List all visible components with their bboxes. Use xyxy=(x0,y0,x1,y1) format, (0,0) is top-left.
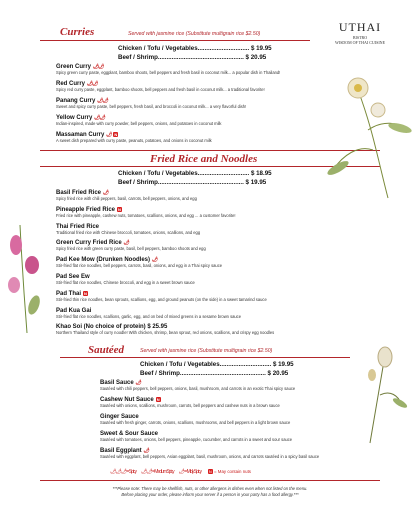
menu-item xyxy=(56,274,346,285)
menu-item-description: Stir-fried flat rice noodles, Chinese broccoli, and egg in a sweet brown sauce xyxy=(56,280,195,285)
chili-icon: 🌶🌶 xyxy=(94,115,105,121)
menu-item xyxy=(56,98,346,109)
legend-nut-text: = May contain nuts xyxy=(214,469,251,474)
menu-item-title: Basil Fried Rice xyxy=(56,190,102,196)
restaurant-logo xyxy=(320,20,400,45)
nut-badge-icon: N xyxy=(84,290,87,296)
menu-item-description: Traditional fried rice with Chinese broccoli, tomatoes, onions, scallions, and egg xyxy=(56,229,201,235)
curries-note: Served with jasmine rice (Substitute multigrain rice $2.50) xyxy=(128,31,261,37)
menu-item xyxy=(100,414,390,425)
menu-item xyxy=(56,291,346,302)
sauteed-rule xyxy=(60,357,350,358)
chili-icon: 🌶 xyxy=(123,240,129,247)
sauteed-price-beef: Beef / Shrimp.................................................. $ 20.95 xyxy=(140,370,289,377)
menu-item-description: Spicy green curry paste, eggplant, bamboo shoots, bell peppers and fresh basil in coconut milk... a popular dish in Thailand! xyxy=(56,70,281,75)
chili-icon: 🌶 xyxy=(106,132,112,138)
menu-item-title: Pad Kua Gai xyxy=(56,307,92,314)
curries-title: Curries xyxy=(60,26,95,38)
menu-item-description: Spicy red curry paste, eggplant, bamboo shoots, bell peppers and fresh basil in coconut milk... a traditional favorite! xyxy=(56,87,265,92)
nut-badge-icon: N xyxy=(118,206,121,212)
nut-badge-icon: N xyxy=(208,469,212,474)
menu-item xyxy=(56,207,346,218)
curries-price-beef: Beef / Shrimp.................................................. $ 20.95 xyxy=(118,54,267,61)
chili-icon: 🌶🌶 xyxy=(92,64,104,70)
legend-rule xyxy=(40,480,380,481)
flower-illustration-top-right xyxy=(318,60,413,200)
flower-illustration-bottom-right xyxy=(350,345,410,445)
menu-item-description: Sautéed with chili peppers, bell peppers, onions, basil, mushroom, and carrots in an exotic Thai spicy sauce xyxy=(100,386,296,391)
menu-item-title: Cashew Nut Sauce xyxy=(100,397,154,403)
menu-item-title: Basil Eggplant xyxy=(100,448,142,454)
menu-item-description: Spicy fried rice with chili peppers, basil, carrots, bell peppers, onions, and egg xyxy=(56,196,197,201)
logo-main-text: UTHAI xyxy=(338,20,382,34)
menu-item xyxy=(56,224,346,235)
legend-medium: 🌶🌶 = Medium Spicy xyxy=(140,469,174,475)
menu-item-description: Sautéed with tomatoes, onions, bell peppers, pineapple, cucumber, and carrots in a sweet and sour sauce xyxy=(100,437,293,442)
menu-item xyxy=(56,240,346,251)
legend-spicy: 🌶🌶🌶 = Spicy xyxy=(110,469,136,475)
spice-legend xyxy=(110,469,251,475)
menu-item xyxy=(56,257,346,268)
nut-badge-icon: N xyxy=(156,397,160,402)
footnote-line-2: Before placing your order, please inform your server if a person in your party has a food allergy.*** xyxy=(121,491,299,497)
menu-item-description: Spicy fried rice with green curry paste, basil, bell peppers, bamboo shoots and egg xyxy=(56,246,206,252)
fried-title: Fried Rice and Noodles xyxy=(150,153,258,165)
menu-item xyxy=(100,380,390,391)
footnote-line-1: ***Please note: There may be shellfish, nuts, or other allergens in dishes even when not listed on the menu. xyxy=(112,486,308,491)
chili-icon: 🌶 xyxy=(143,448,149,454)
menu-item xyxy=(56,190,346,201)
menu-item-description: Sautéed with eggplant, bell peppers, Asian eggplant, basil, mushroom, onions, and carrots sautéed in a spicy basil sauce xyxy=(100,454,320,459)
menu-item-title: Yellow Curry xyxy=(56,115,93,121)
menu-item-description: Stir-fried flat rice noodles, bell peppers, carrots, basil, onions, and egg in a Thai spicy sauce xyxy=(56,263,223,269)
flower-illustration-left xyxy=(2,215,52,335)
menu-item-title: Pad See Ew xyxy=(56,274,90,280)
menu-item-title: Ginger Sauce xyxy=(100,414,139,420)
menu-item-title: Red Curry xyxy=(56,81,86,87)
menu-item xyxy=(100,431,390,442)
chili-icon: 🌶 xyxy=(102,190,109,196)
menu-item-title: Pad Kee Mow (Drunken Noodles) xyxy=(56,257,151,264)
chili-icon: 🌶 xyxy=(135,380,141,386)
menu-item xyxy=(56,64,346,75)
menu-item xyxy=(100,448,390,459)
legend-mild: 🌶 = Mildly Spicy xyxy=(178,469,201,475)
menu-item-description: Sautéed with onions, scallions, mushroom, carrots, bell peppers and cashew nuts in a brown sauce xyxy=(100,403,280,408)
logo-bistro-text: BISTRO xyxy=(352,35,368,40)
chili-icon: 🌶🌶 xyxy=(97,98,108,104)
menu-item-title: Pad Thai xyxy=(56,290,82,297)
menu-item-description: A sweet dish prepared with curry paste, peanuts, potatoes, and onions in coconut milk xyxy=(56,138,212,143)
menu-item-description: Fried rice with pineapple, cashew nuts, tomatoes, scallions, onions, and egg ... a customer favorite! xyxy=(56,212,236,218)
menu-item-title: Khao Soi (No choice of protein) $ 25.95 xyxy=(56,324,168,331)
menu-item-title: Thai Fried Rice xyxy=(56,223,100,230)
allergy-footnote xyxy=(90,486,330,497)
sauteed-price-chicken: Chicken / Tofu / Vegetables.............................. $ 19.95 xyxy=(140,361,294,368)
menu-item xyxy=(56,81,346,92)
menu-item xyxy=(100,397,390,408)
menu-item-title: Pineapple Fried Rice xyxy=(56,206,116,213)
logo-tagline: WISDOM OF THAI CUISINE xyxy=(334,40,386,45)
menu-item-description: Stir-fried thin rice noodles, bean sprouts, scallions, egg, and ground peanuts (on the side) in a sweet tamarind sauce xyxy=(56,296,267,302)
menu-item-title: Basil Sauce xyxy=(100,380,134,386)
menu-item-description: Northern Thailand style of curry noodle! With chicken, shrimp, bean sprout, red onions, scallions, and crispy egg noodles xyxy=(56,330,275,336)
menu-item-description: Stir-fried flat rice noodles, scallions, garlic, egg, and on bed of mixed greens in a sesame brown sauce xyxy=(56,313,241,319)
menu-item-title: Panang Curry xyxy=(56,98,96,104)
chili-icon: 🌶 xyxy=(151,257,158,264)
nut-badge-icon: N xyxy=(114,132,118,137)
sauteed-note: Served with jasmine rice (Substitute multigrain rice $2.50) xyxy=(140,348,273,354)
menu-item xyxy=(56,115,346,126)
menu-item-title: Green Curry Fried Rice xyxy=(56,240,122,247)
menu-item-description: Indian-inspired, made with curry powder, bell peppers, onions, and potatoes in coconut milk xyxy=(56,121,222,126)
menu-item xyxy=(56,132,346,143)
menu-item-title: Massaman Curry xyxy=(56,132,105,138)
fried-price-chicken: Chicken / Tofu / Vegetables.............................. $ 18.95 xyxy=(118,170,272,177)
menu-item-description: Sautéed with fresh ginger, carrots, onions, scallions, mushrooms, and bell peppers in a light brown sauce xyxy=(100,420,291,425)
menu-item-description: Sweet and spicy curry paste, bell peppers, fresh basil, and broccoli in coconut milk... a very flavorful dish! xyxy=(56,104,247,109)
menu-item xyxy=(56,324,346,335)
sauteed-title: Sautéed xyxy=(88,344,125,356)
menu-item xyxy=(56,308,346,319)
menu-item-title: Green Curry xyxy=(56,64,92,70)
chili-icon: 🌶🌶 xyxy=(86,81,98,87)
curries-price-chicken: Chicken / Tofu / Vegetables.............................. $ 19.95 xyxy=(118,45,272,52)
curries-rule xyxy=(40,40,310,41)
menu-item-title: Sweet & Sour Sauce xyxy=(100,431,159,437)
fried-price-beef: Beef / Shrimp.................................................. $ 19.95 xyxy=(118,179,267,186)
